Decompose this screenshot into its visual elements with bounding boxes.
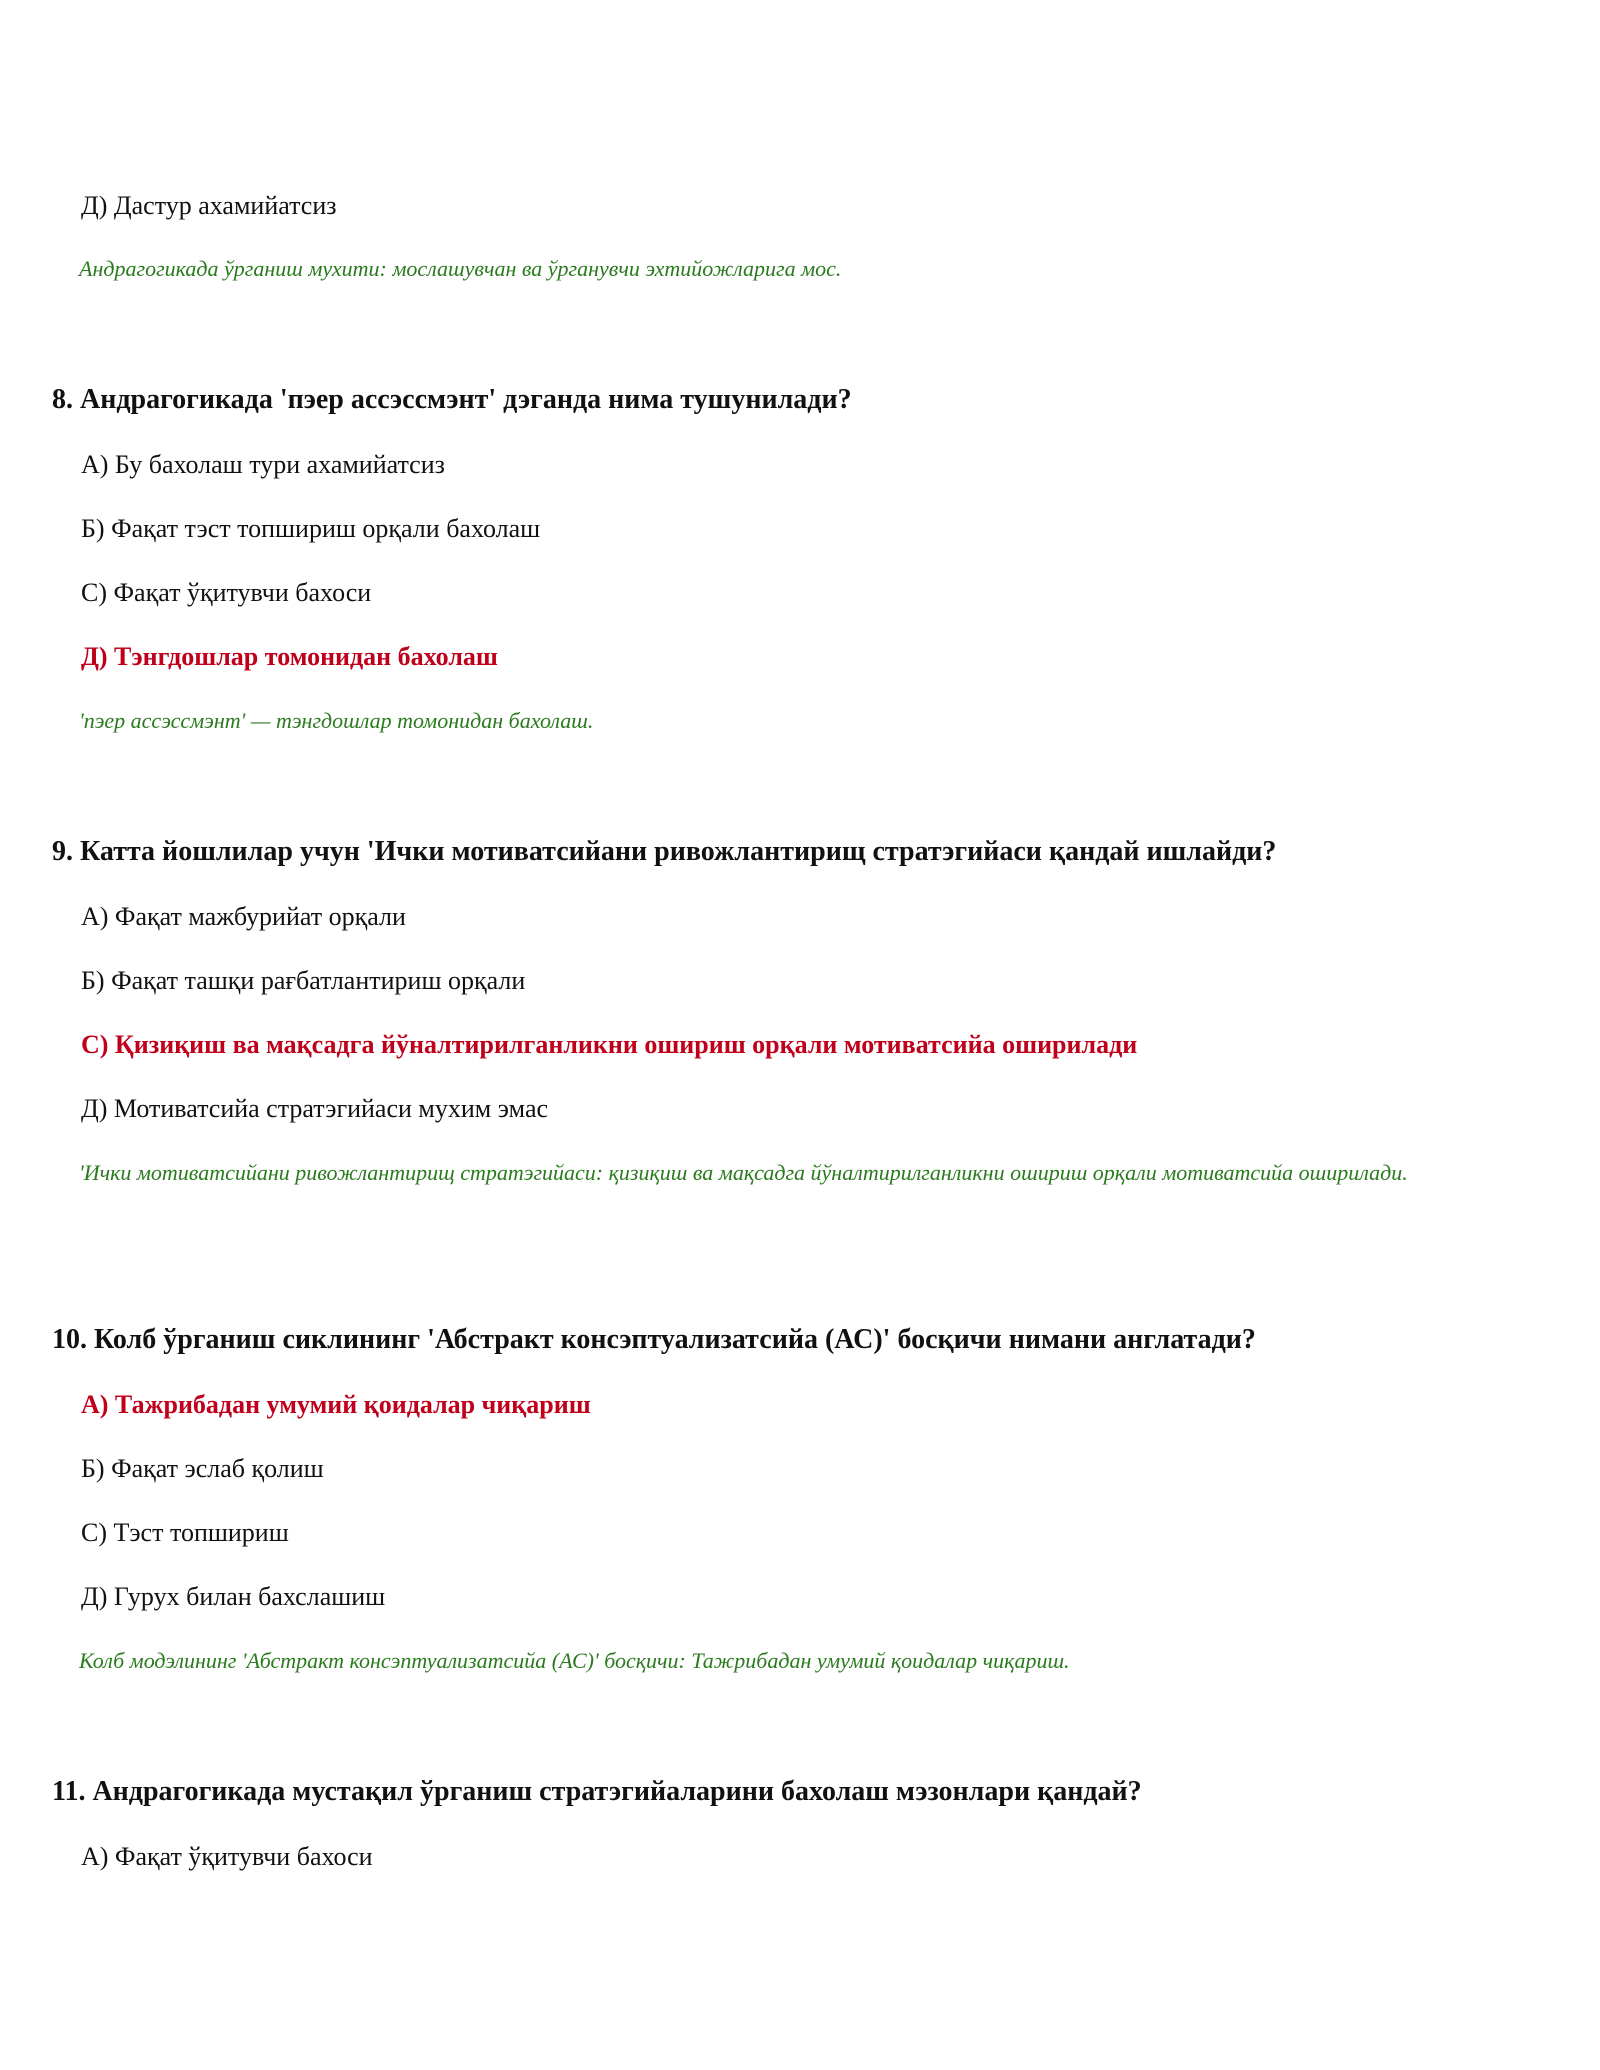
question-10-title: 10. Колб ўрганиш сиклининг 'Абстракт консэптуализатсийа (АС)' босқичи нимани англатади? bbox=[52, 1324, 1256, 1355]
question-10-option-c: С) Тэст топшириш bbox=[81, 1518, 289, 1547]
question-9-option-c-correct: С) Қизиқиш ва мақсадга йўналтирилганликни ошириш орқали мотиватсийа оширилади bbox=[81, 1030, 1138, 1059]
question-9-option-a: А) Фақат мажбурийат орқали bbox=[81, 902, 406, 931]
question-8-option-c: С) Фақат ўқитувчи бахоси bbox=[81, 578, 372, 607]
question-9-title: 9. Катта йошлилар учун 'Ички мотиватсийани ривожлантирищ стратэгийаси қандай ишлайди? bbox=[52, 836, 1277, 867]
prev-explanation: Андрагогикада ўрганиш мухити: мослашувчан ва ўрганувчи эхтийожларига мос. bbox=[79, 256, 842, 281]
question-9-option-d: Д) Мотиватсийа стратэгийаси мухим эмас bbox=[81, 1094, 549, 1123]
question-11-option-a: А) Фақат ўқитувчи бахоси bbox=[81, 1842, 373, 1871]
question-10-explanation: Колб модэлининг 'Абстракт консэптуализатсийа (АС)' босқичи: Тажрибадан умумий қоидалар чиқариш. bbox=[79, 1648, 1070, 1673]
question-8-option-a: А) Бу бахолаш тури ахамийатсиз bbox=[81, 450, 445, 479]
question-8-title: 8. Андрагогикада 'пэер ассэссмэнт' дэганда нима тушунилади? bbox=[52, 384, 852, 415]
question-9-explanation: 'Ички мотиватсийани ривожлантирищ стратэгийаси: қизиқиш ва мақсадга йўналтирилганликни ошириш орқали мотиватсийа оширилади. bbox=[79, 1160, 1408, 1185]
question-11-title: 11. Андрагогикада мустақил ўрганиш стратэгийаларини бахолаш мэзонлари қандай? bbox=[52, 1776, 1142, 1807]
prev-option-d: Д) Дастур ахамийатсиз bbox=[81, 191, 337, 220]
question-10-option-d: Д) Гурух билан бахслашиш bbox=[81, 1582, 386, 1611]
question-10-option-b: Б) Фақат эслаб қолиш bbox=[81, 1454, 324, 1483]
question-10-option-a-correct: А) Тажрибадан умумий қоидалар чиқариш bbox=[81, 1390, 591, 1419]
question-9-option-b: Б) Фақат ташқи рағбатлантириш орқали bbox=[81, 966, 526, 995]
question-8-option-b: Б) Фақат тэст топшириш орқали бахолаш bbox=[81, 514, 541, 543]
question-8-explanation: 'пэер ассэссмэнт' — тэнгдошлар томонидан бахолаш. bbox=[79, 708, 594, 733]
question-8-option-d-correct: Д) Тэнгдошлар томонидан бахолаш bbox=[81, 642, 498, 671]
